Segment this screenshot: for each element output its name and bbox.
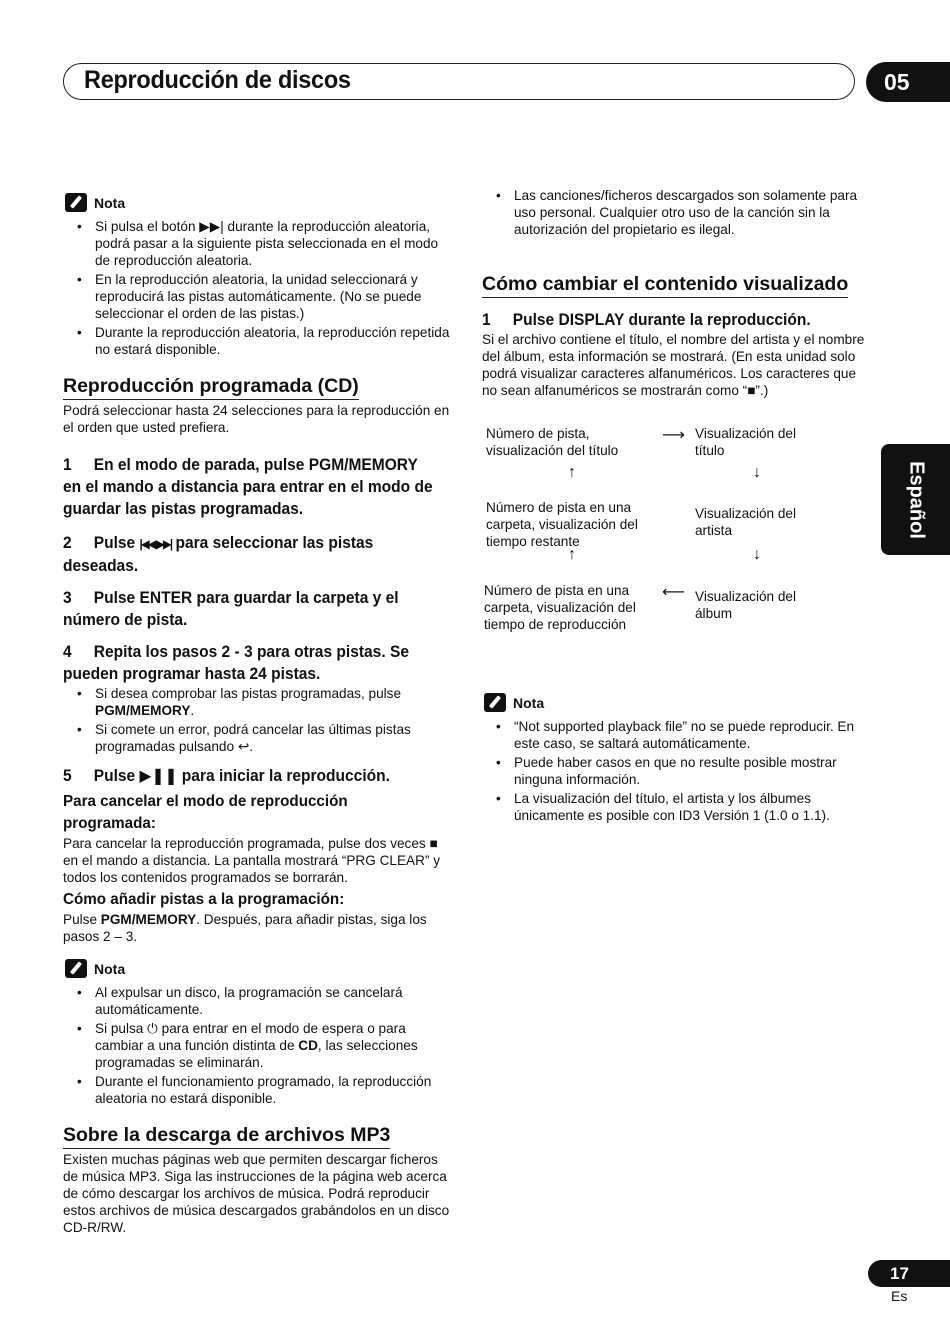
list-item: • Durante el funcionamiento programado, la reproducción aleatoria no estará disponible. (63, 1073, 451, 1107)
step-2 (63, 532, 435, 577)
step-1 (63, 454, 435, 520)
diagram-node-remaining: Número de pista en una carpeta, visualización del tiempo restante (486, 500, 638, 549)
list-item: • Durante la reproducción aleatoria, la reproducción repetida no estará disponible. (63, 324, 451, 358)
section-display (482, 272, 872, 399)
pencil-note-icon (65, 959, 87, 978)
step-number: 2 (63, 534, 72, 552)
step-number: 3 (63, 589, 72, 607)
step-text: Repita los pasos 2 - 3 para otras pistas. Se pueden programar hasta 24 pistas. (63, 643, 409, 683)
list-item: • En la reproducción aleatoria, la unidad seleccionará y reproducirá las pistas automáticamente. (No se puede seleccionar el orden de las pistas.) (63, 271, 451, 322)
skip-buttons-icon: |◀◀ ▶▶| (139, 537, 172, 551)
step-number: 5 (63, 767, 72, 785)
list-item: • Si comete un error, podrá cancelar las últimas pistas programadas pulsando ↩. (63, 721, 451, 755)
arrow-up-icon: ↑ (568, 464, 576, 481)
section-body: Existen muchas páginas web que permiten descargar ficheros de música MP3. Siga las instrucciones de la página web acerca de cómo descargar los archivos de música. Podrá reproducir estos archivos de música descargados grabándolos en un disco CD-R/RW. (63, 1152, 450, 1235)
display-cycle-diagram (482, 425, 872, 665)
step-4 (63, 641, 435, 685)
list-item: • “Not supported playback file” no se puede reproducir. En este caso, se saltará automáticamente. (482, 718, 872, 752)
section-title: Cómo cambiar el contenido visualizado (482, 272, 848, 298)
step-text: Pulse DISPLAY durante la reproducción. (512, 311, 811, 329)
right-column (482, 185, 872, 826)
body-text: Pulse (63, 912, 98, 927)
step-number: 1 (482, 311, 491, 329)
arrow-up-icon: ↑ (568, 546, 576, 563)
bullet-text: Si pulsa ⏻ para entrar en el modo de espera o para cambiar a una función distinta de (95, 1021, 406, 1053)
step-number: 4 (63, 643, 72, 661)
list-item: • Las canciones/ficheros descargados son solamente para uso personal. Cualquier otro uso de la canción sin la autorización del propietario es ilegal. (482, 187, 872, 238)
diagram-node-title: Visualización del título (695, 426, 797, 458)
note-list (482, 718, 872, 824)
section-title: Reproducción programada (CD) (63, 374, 359, 400)
step-text: Pulse ▶❚❚ para iniciar la reproducción. (93, 767, 390, 785)
bullet-text: . (190, 703, 195, 718)
step-number: 1 (63, 456, 72, 474)
add-title: Cómo añadir pistas a la programación: (63, 891, 345, 908)
section-mp3 (63, 1123, 451, 1236)
step-1 (482, 309, 856, 331)
language-tab-label: Español (905, 460, 927, 539)
note-header (484, 693, 872, 712)
section-programmed (63, 374, 451, 945)
step-text: En el modo de parada, pulse PGM/MEMORY en el mando a distancia para entrar en el modo de guardar las pistas programadas. (63, 456, 433, 518)
list-item: • La visualización del título, el artista y los álbumes únicamente es posible con ID3 Versión 1 (1.0 o 1.1). (482, 790, 872, 824)
key-label: PGM/MEMORY (95, 703, 191, 718)
left-column (63, 185, 451, 1236)
note-box-program (63, 959, 451, 1107)
download-note-list (482, 187, 872, 238)
bullet-text: , las selecciones programadas se eliminarán. (95, 1038, 418, 1070)
language-tab (881, 444, 950, 555)
note-header (65, 959, 451, 978)
body-text: . Después, para añadir pistas, siga los pasos 2 – 3. (63, 912, 427, 944)
list-item (63, 1020, 451, 1071)
add-body (63, 911, 451, 945)
page-language-code: Es (891, 1288, 908, 1304)
key-label: CD (298, 1038, 318, 1053)
step-5 (63, 765, 435, 787)
note-box-display (482, 693, 872, 824)
page-title: Reproducción de discos (84, 66, 351, 94)
key-label: PGM/MEMORY (100, 912, 197, 927)
note-box-shuffle (63, 193, 451, 358)
step-4-list (63, 685, 451, 755)
arrow-left-icon: ⟵ (662, 584, 685, 601)
arrow-down-icon: ↓ (753, 546, 761, 563)
chapter-badge: 05 (866, 62, 950, 102)
note-title: Nota (513, 694, 545, 711)
pencil-note-icon (484, 693, 506, 712)
list-item (63, 685, 451, 719)
note-list (63, 984, 451, 1107)
arrow-right-icon: ⟶ (662, 427, 685, 444)
cancel-body: Para cancelar la reproducción programada, pulse dos veces ■ en el mando a distancia. La pantalla mostrará “PRG CLEAR” y todos los contenidos programados se borrarán. (63, 836, 441, 885)
step-text: Pulse (93, 534, 136, 552)
pencil-note-icon (65, 193, 87, 212)
list-item: • Al expulsar un disco, la programación se cancelará automáticamente. (63, 984, 451, 1018)
list-item: • Si pulsa el botón ▶▶| durante la reproducción aleatoria, podrá pasar a la siguiente pista seleccionada en el modo de reproducción aleatoria. (63, 218, 451, 269)
note-title: Nota (94, 960, 126, 977)
list-item: • Puede haber casos en que no resulte posible mostrar ninguna información. (482, 754, 872, 788)
diagram-node-track-title: Número de pista, visualización del título (486, 426, 619, 458)
arrow-down-icon: ↓ (753, 464, 761, 481)
diagram-node-album: Visualización del álbum (695, 589, 797, 621)
note-list (63, 218, 451, 358)
note-header (65, 193, 451, 212)
note-title: Nota (94, 194, 126, 211)
bullet-text: Si desea comprobar las pistas programadas, pulse (95, 686, 402, 701)
step-text: Pulse ENTER para guardar la carpeta y el número de pista. (63, 589, 399, 629)
section-body: Si el archivo contiene el título, el nombre del artista y el nombre del álbum, esta información se mostrará. (En esta unidad solo podrá visualizar caracteres alfanuméricos. Los caracteres que no sean alfanuméricos se mostrarán como “■”.) (482, 332, 865, 398)
page-number: 17 (868, 1260, 950, 1287)
step-text: para seleccionar las pistas deseadas. (63, 534, 374, 575)
step-3 (63, 587, 435, 631)
cancel-title: Para cancelar el modo de reproducción programada: (63, 793, 348, 832)
diagram-node-elapsed: Número de pista en una carpeta, visualización del tiempo de reproducción (484, 583, 636, 632)
section-title: Sobre la descarga de archivos MP3 (63, 1123, 390, 1149)
section-intro: Podrá seleccionar hasta 24 selecciones para la reproducción en el orden que usted prefiera. (63, 403, 450, 435)
diagram-node-artist: Visualización del artista (695, 506, 797, 538)
